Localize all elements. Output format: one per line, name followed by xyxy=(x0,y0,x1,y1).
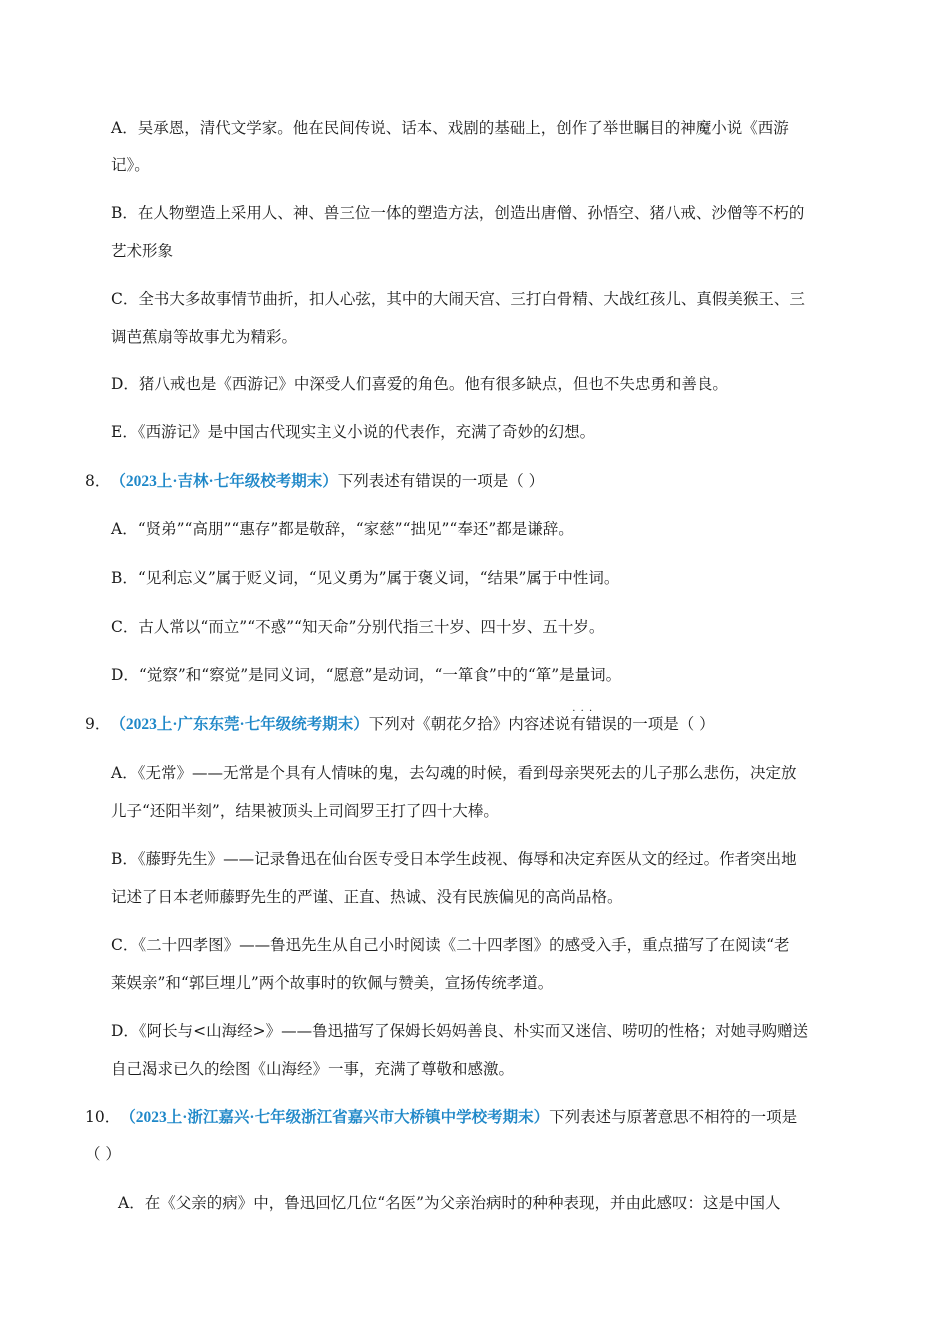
q10-option-a-line1: A．在《父亲的病》中，鲁迅回忆几位“名医”为父亲治病时的种种表现，并由此感叹：这是中国人 xyxy=(118,1194,781,1212)
q10-source: （2023上·浙江嘉兴·七年级浙江省嘉兴市大桥镇中学校考期末） xyxy=(120,1109,550,1126)
q7-option-d: D．猪八戒也是《西游记》中深受人们喜爱的角色。他有很多缺点，但也不失忠勇和善良。 xyxy=(111,375,728,393)
q7-option-b-line1: B．在人物塑造上采用人、神、兽三位一体的塑造方法，创造出唐僧、孙悟空、猪八戒、沙僧等不朽的 xyxy=(111,204,805,222)
q10-stem-line2: （ ） xyxy=(85,1145,121,1163)
q8-option-b: B．“见利忘义”属于贬义词，“见义勇为”属于褒义词，“结果”属于中性词。 xyxy=(111,569,620,587)
q7-option-c-line2: 调芭蕉扇等故事尤为精彩。 xyxy=(111,328,298,346)
q9-number: 9． xyxy=(85,715,111,733)
q8-option-a: A．“贤弟”“高朋”“惠存”都是敬辞，“家慈”“拙见”“奉还”都是谦辞。 xyxy=(111,520,574,538)
q10-stem-text: 下列表述与原著意思不相符的一项是 xyxy=(549,1108,798,1126)
q8-number: 8． xyxy=(85,472,111,490)
q9-stem-emphasis: 有错误 · · · xyxy=(570,713,617,735)
q9-option-b-line1: B．《藤野先生》——记录鲁迅在仙台医专受日本学生歧视、侮辱和决定弃医从文的经过。作者突出地 xyxy=(111,850,797,868)
q9-stem xyxy=(85,713,885,736)
q10-stem xyxy=(85,1106,885,1129)
q9-option-a-line2: 儿子“还阳半刻”，结果被顶头上司阎罗王打了四十大棒。 xyxy=(111,802,499,820)
q8-option-c: C．古人常以“而立”“不惑”“知天命”分别代指三十岁、四十岁、五十岁。 xyxy=(111,618,605,636)
q7-option-a-line2: 记》。 xyxy=(111,156,150,174)
q8-option-d: D．“觉察”和“察觉”是同义词，“愿意”是动词，“一箪食”中的“箪”是量词。 xyxy=(111,666,622,684)
q9-option-c-line1: C．《二十四孝图》——鲁迅先生从自己小时阅读《二十四孝图》的感受入手，重点描写了在阅读“老 xyxy=(111,936,790,954)
q9-option-b-line2: 记述了日本老师藤野先生的严谨、正直、热诚、没有民族偏见的高尚品格。 xyxy=(111,888,623,906)
q7-option-c-line1: C．全书大多故事情节曲折，扣人心弦，其中的大闹天宫、三打白骨精、大战红孩儿、真假美猴王、三 xyxy=(111,290,805,308)
q9-stem-text-after: 的一项是（ ） xyxy=(616,715,715,733)
q9-option-a-line1: A．《无常》——无常是个具有人情味的鬼，去勾魂的时候，看到母亲哭死去的儿子那么悲伤，决定放 xyxy=(111,764,797,782)
q9-option-c-line2: 莱娱亲”和“郭巨埋儿”两个故事时的钦佩与赞美，宣扬传统孝道。 xyxy=(111,974,554,992)
q7-option-a-line1: A．吴承恩，清代文学家。他在民间传说、话本、戏剧的基础上，创作了举世瞩目的神魔小说《西游 xyxy=(111,119,789,137)
q10-number: 10． xyxy=(85,1108,121,1126)
q8-stem xyxy=(85,470,885,493)
q9-stem-text-before: 下列对《朝花夕拾》内容述说 xyxy=(368,715,571,733)
q9-option-d-line2: 自己渴求已久的绘图《山海经》一事，充满了尊敬和感激。 xyxy=(111,1060,515,1078)
q7-option-b-line2: 艺术形象 xyxy=(111,242,174,260)
q9-option-d-line1: D．《阿长与<山海经>》——鲁迅描写了保姆长妈妈善良、朴实而又迷信、唠叨的性格；对她寻购赠送 xyxy=(111,1022,809,1040)
q9-source: （2023上·广东东莞·七年级统考期末） xyxy=(110,716,369,733)
q8-source: （2023上·吉林·七年级校考期末） xyxy=(110,473,338,490)
q7-option-e: E．《西游记》是中国古代现实主义小说的代表作，充满了奇妙的幻想。 xyxy=(111,423,596,441)
q8-stem-text: 下列表述有错误的一项是（ ） xyxy=(337,472,545,490)
